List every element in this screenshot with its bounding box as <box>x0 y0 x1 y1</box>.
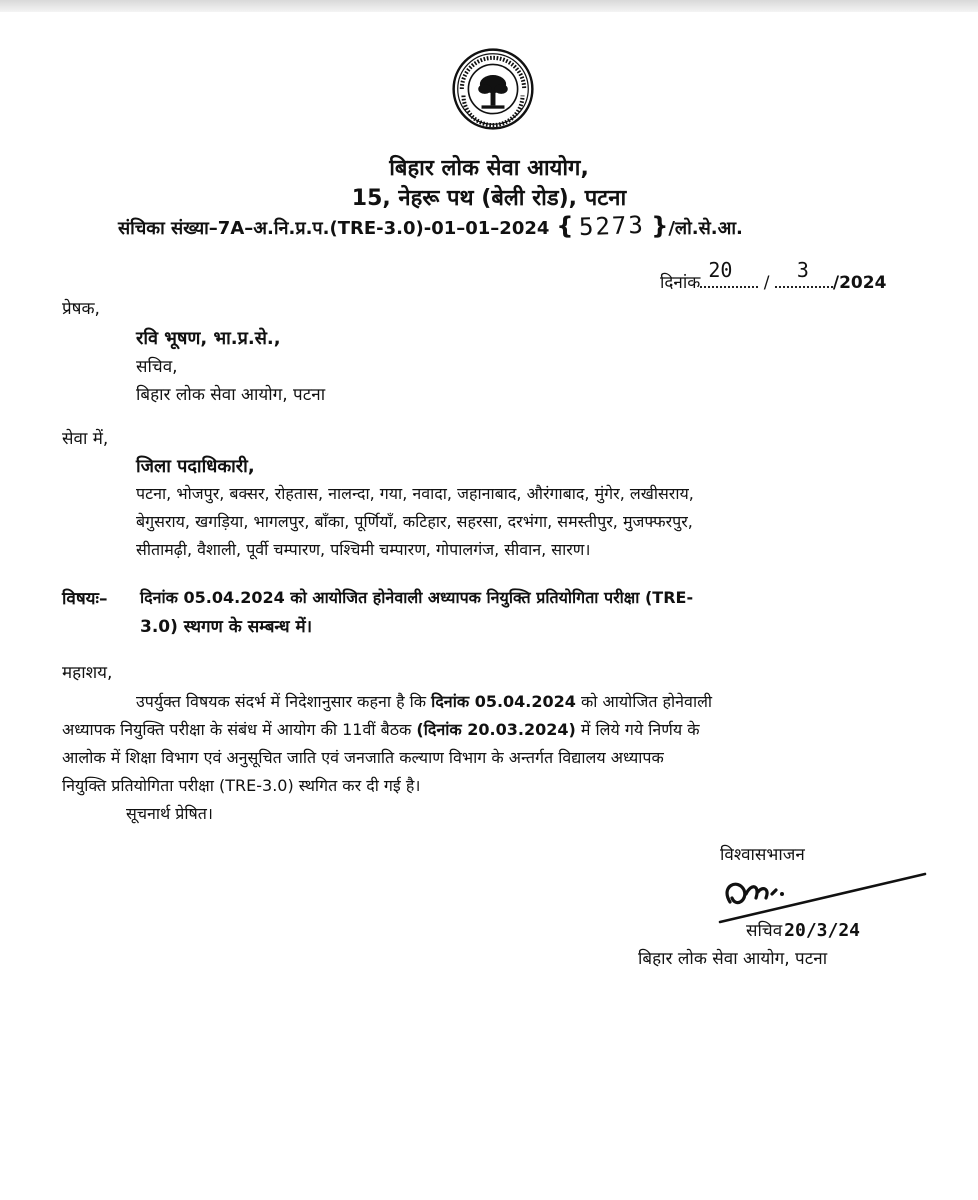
subject-line-2: 3.0) स्थगण के सम्बन्ध में। <box>140 617 313 637</box>
body-line-1 <box>136 688 712 716</box>
body-line-2-text-c: में लिये गये निर्णय के <box>575 720 700 739</box>
sender-designation: सचिव, <box>136 357 178 377</box>
sender-office: बिहार लोक सेवा आयोग, पटना <box>136 385 326 405</box>
date-month-field <box>775 258 833 288</box>
date-day-handwritten: 20 <box>708 258 733 282</box>
subject-label: विषयः– <box>62 589 108 609</box>
brace-close: } <box>651 212 669 240</box>
date-day-field <box>700 258 758 288</box>
date-separator: / <box>763 273 770 293</box>
recipient-districts-line-3: सीतामढ़ी, वैशाली, पूर्वी चम्पारण, पश्चिमी चम्पारण, गोपालगंज, सीवान, सारण। <box>136 540 591 559</box>
date-line <box>660 258 887 293</box>
reference-suffix: /लो.से.आ. <box>668 218 743 239</box>
sender-label: प्रेषक, <box>62 299 100 319</box>
brace-open: { <box>556 212 574 240</box>
body-line-3: आलोक में शिक्षा विभाग एवं अनुसूचित जाति एवं जनजाति कल्याण विभाग के अन्तर्गत विद्यालय अध्यापक <box>62 748 664 767</box>
recipient-districts-line-2: बेगुसराय, खगड़िया, भागलपुर, बाँका, पूर्णियाँ, कटिहार, सहरसा, दरभंगा, समस्तीपुर, मुजफ्फरपुर, <box>136 512 693 531</box>
valediction: विश्वासभाजन <box>720 845 805 865</box>
recipient-label: सेवा में, <box>62 429 109 449</box>
commission-seal-icon <box>452 48 534 130</box>
handwritten-signature-icon <box>700 864 930 924</box>
signatory-office: बिहार लोक सेवा आयोग, पटना <box>638 949 828 969</box>
salutation: महाशय, <box>62 663 113 683</box>
org-name: बिहार लोक सेवा आयोग, <box>389 156 589 181</box>
recipient-districts-line-1: पटना, भोजपुर, बक्सर, रोहतास, नालन्दा, गया, नवादा, जहानाबाद, औरंगाबाद, मुंगेर, लखीसराय, <box>136 484 694 503</box>
org-address: 15, नेहरू पथ (बेली रोड), पटना <box>351 186 627 211</box>
body-line-4: नियुक्ति प्रतियोगिता परीक्षा (TRE-3.0) स्थगित कर दी गई है। <box>62 776 421 795</box>
date-label: दिनांक <box>660 273 701 293</box>
reference-prefix: संचिका संख्या–7A–अ.नि.प्र.प.(TRE-3.0)-01–01–2024 <box>118 218 550 239</box>
body-line-1-date: दिनांक 05.04.2024 <box>431 692 576 711</box>
signature-date-handwritten: 20/3/24 <box>784 920 861 941</box>
reference-number-handwritten: 5273 <box>579 210 646 242</box>
body-line-2-text-a: अध्यापक नियुक्ति परीक्षा के संबंध में आयोग की 11वीं बैठक <box>62 720 417 739</box>
signatory-designation <box>746 918 860 941</box>
date-year: /2024 <box>832 273 887 293</box>
date-month-handwritten: 3 <box>796 258 809 282</box>
recipient-title: जिला पदाधिकारी, <box>136 456 255 477</box>
subject-line-1: दिनांक 05.04.2024 को आयोजित होनेवाली अध्यापक नियुक्ति प्रतियोगिता परीक्षा (TRE- <box>140 588 694 607</box>
scan-top-edge <box>0 0 978 12</box>
closing-note: सूचनार्थ प्रेषित। <box>126 804 213 823</box>
body-line-1-text-a: उपर्युक्त विषयक संदर्भ में निदेशानुसार कहना है कि <box>136 692 432 711</box>
body-line-2 <box>62 716 700 744</box>
signatory-designation-text: सचिव <box>746 921 783 941</box>
reference-line <box>118 212 743 240</box>
sender-name: रवि भूषण, भा.प्र.से., <box>136 328 281 349</box>
body-line-2-date: (दिनांक 20.03.2024) <box>416 720 576 739</box>
body-line-1-text-c: को आयोजित होनेवाली <box>575 692 713 711</box>
